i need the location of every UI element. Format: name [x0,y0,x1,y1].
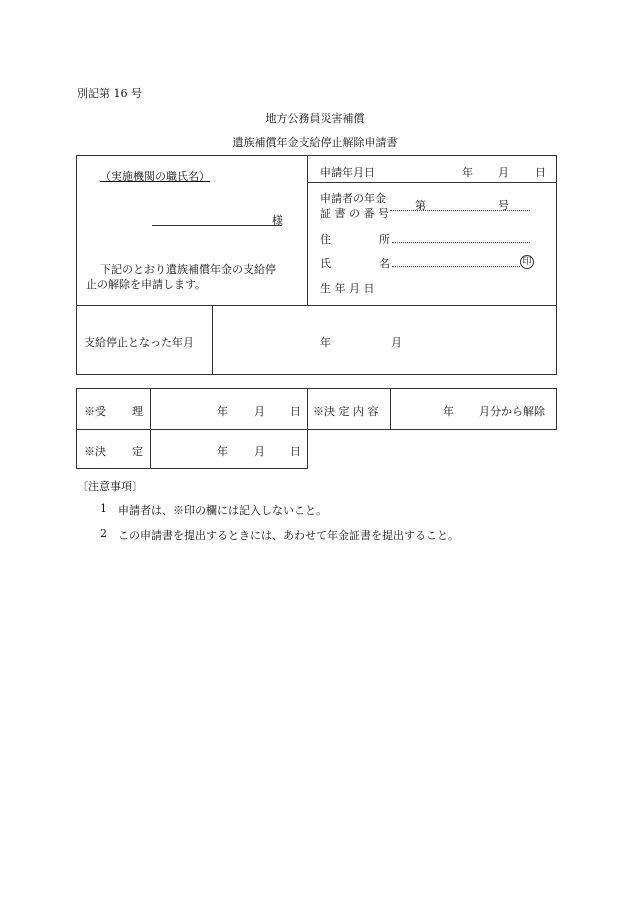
title-line-1: 地方公務員災害補償 [265,112,365,125]
cert-dai: 第 [415,199,426,212]
top-divider [307,155,308,305]
office-col-1 [150,388,151,469]
name-label-1: 氏 [320,257,331,270]
date-day: 日 [535,166,546,179]
decision-month: 月 [254,445,265,458]
suspension-month: 月 [391,336,402,349]
cert-number-line[interactable] [390,210,530,211]
mid-divider [76,305,557,306]
office-col-3 [390,388,391,430]
address-label-2: 所 [379,233,390,246]
receipt-year: 年 [217,405,228,418]
date-row-divider [307,182,557,183]
notes-heading: 〔注意事項〕 [77,480,143,493]
agency-label: （実施機関の職氏名） [100,170,210,183]
date-month: 月 [498,166,509,179]
cert-go: 号 [498,199,509,212]
decision-label-2: 定 [132,445,143,458]
cert-label-1: 申請者の年金 [320,192,386,205]
agency-name-line[interactable] [152,225,282,226]
address-line[interactable] [392,242,530,243]
name-label-2: 名 [379,257,390,270]
suspension-label: 支給停止となった年月 [84,336,194,349]
note-2-number: 2 [100,527,107,540]
decision-year: 年 [217,445,228,458]
title-line-2: 遺族補償年金支給停止解除申請書 [232,136,398,149]
name-line[interactable] [392,266,520,267]
receipt-label-2: 理 [132,405,143,418]
decision-content-year: 年 [443,405,454,418]
suspension-year: 年 [320,336,331,349]
office-row-2 [76,429,308,469]
date-year: 年 [462,166,473,179]
decision-label-1: ※決 [84,445,106,458]
seal-mark: 印 [520,255,534,269]
suspension-divider [212,305,213,375]
date-label: 申請年月日 [320,166,375,179]
decision-content-suffix: 月分から解除 [479,405,545,418]
cert-label-2: 証 書 の 番 号 [320,207,389,220]
address-label-1: 住 [320,233,331,246]
receipt-label-1: ※受 [84,405,106,418]
note-1-number: 1 [100,502,107,515]
note-2-text: この申請書を提出するときには、あわせて年金証書を提出すること。 [118,529,459,542]
honorific: 様 [272,214,283,227]
note-1-text: 申請者は、※印の欄には記入しないこと。 [118,504,327,517]
decision-content-label: ※決 定 内 容 [313,405,379,418]
office-col-2 [307,388,308,430]
statement-line-2: 止の解除を申請します。 [86,278,207,291]
form-number: 別記第 16 号 [77,87,142,100]
decision-day: 日 [290,445,301,458]
statement-line-1: 下記のとおり遺族補償年金の支給停 [100,263,276,276]
birth-label: 生 年 月 日 [320,282,375,295]
receipt-month: 月 [254,405,265,418]
receipt-day: 日 [290,405,301,418]
